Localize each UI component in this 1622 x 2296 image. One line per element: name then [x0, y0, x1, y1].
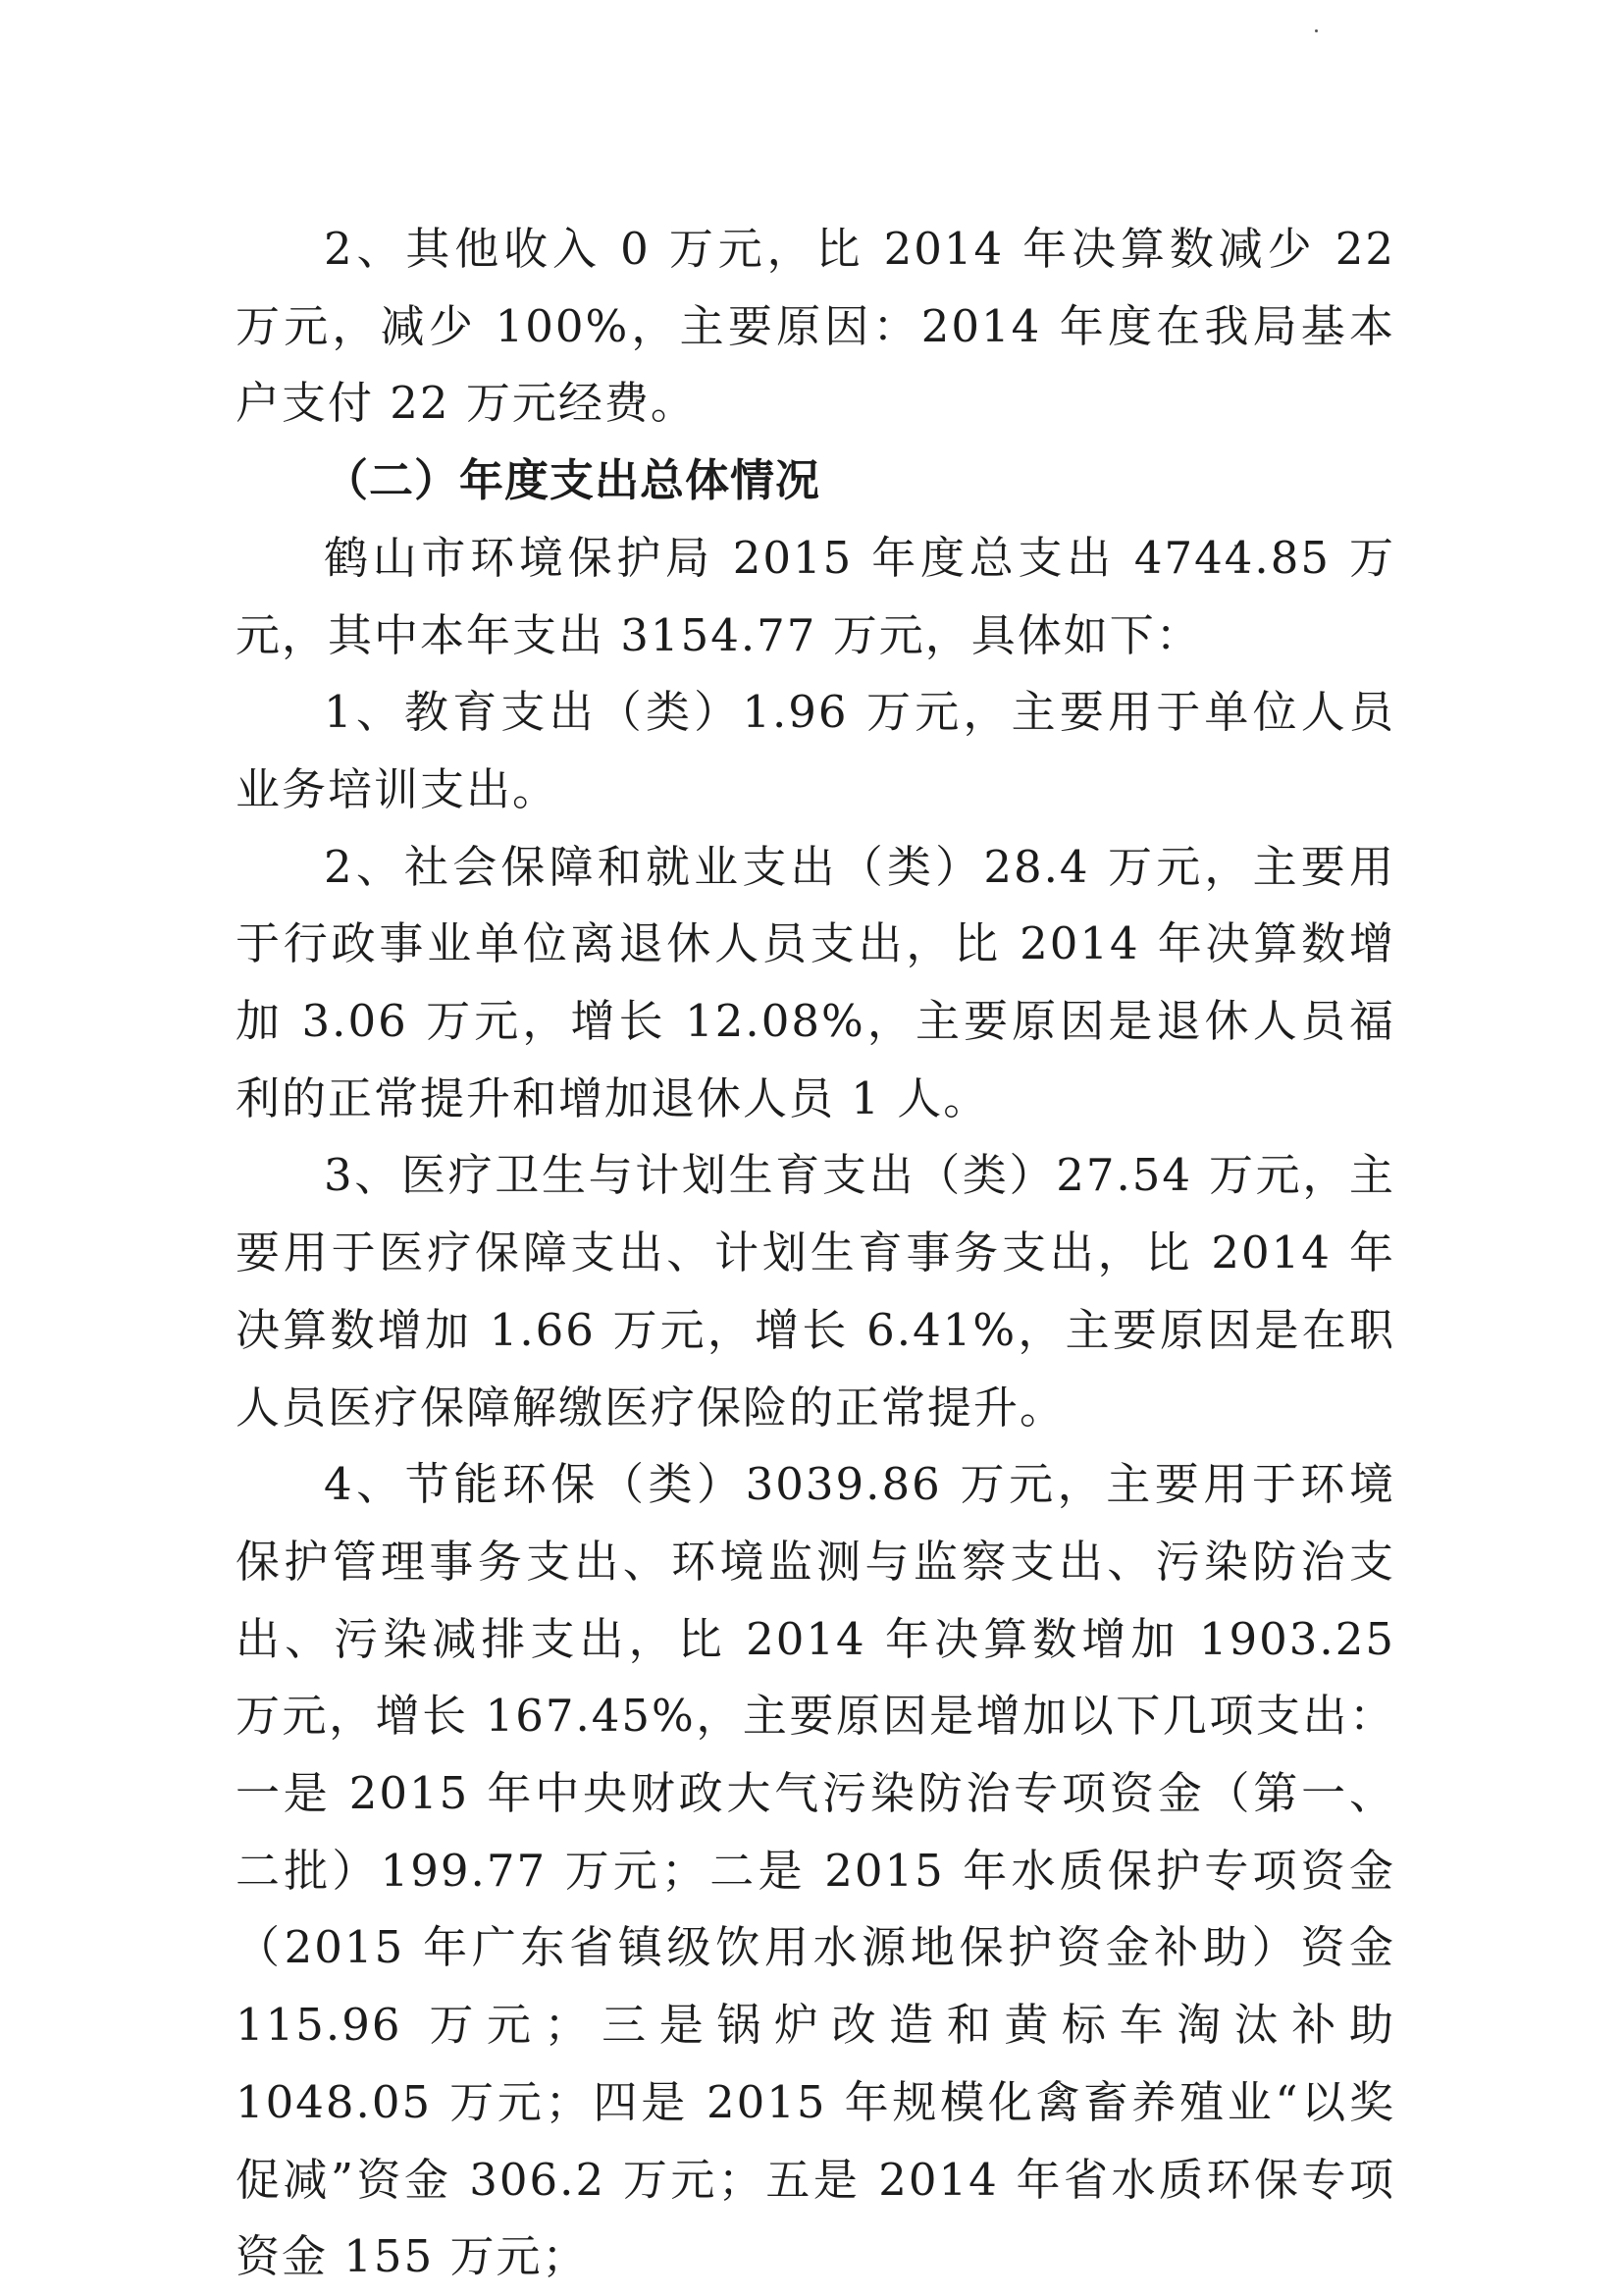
paragraph-social-security: 2、社会保障和就业支出（类）28.4 万元，主要用于行政事业单位离退休人员支出，比 2014 年决算数增加 3.06 万元，增长 12.08%，主要原因是退休人员福利的正常提升和增加退休人员 1 人。 — [235, 840, 1395, 1124]
scan-speck — [1315, 29, 1318, 32]
paragraph-other-income: 2、其他收入 0 万元，比 2014 年决算数减少 22 万元，减少 100%，主要原因：2014 年度在我局基本户支付 22 万元经费。 — [235, 223, 1395, 430]
section-heading-expenditure: （二）年度支出总体情况 — [324, 454, 821, 507]
document-body — [235, 211, 1395, 2296]
paragraph-total-expenditure: 鹤山市环境保护局 2015 年度总支出 4744.85 万元，其中本年支出 3154.77 万元，具体如下： — [235, 531, 1395, 661]
paragraph-education: 1、教育支出（类）1.96 万元，主要用于单位人员业务培训支出。 — [235, 686, 1395, 815]
paragraph-energy-environment: 4、节能环保（类）3039.86 万元，主要用于环境保护管理事务支出、环境监测与监察支出、污染防治支出、污染减排支出，比 2014 年决算数增加 1903.25 万元，增长 167.45%，主要原因是增加以下几项支出：一是 2015 年中央财政大气污染防治专项资金（第一、二批）199.77 万元；二是 2015 年水质保护专项资金（2015 年广东省镇级饮用水源地保护资金补助）资金 115.96 万元；三是锅炉改造和黄标车淘汰补助 1048.05 万元；四是 2015 年规模化禽畜养殖业“以奖促减”资金 306.2 万元；五是 2014 年省水质环保专项资金 155 万元； — [235, 1458, 1395, 2283]
paragraph-medical: 3、医疗卫生与计划生育支出（类）27.54 万元，主要用于医疗保障支出、计划生育事务支出，比 2014 年决算数增加 1.66 万元，增长 6.41%，主要原因是在职人员医疗保障解缴医疗保险的正常提升。 — [235, 1149, 1395, 1434]
